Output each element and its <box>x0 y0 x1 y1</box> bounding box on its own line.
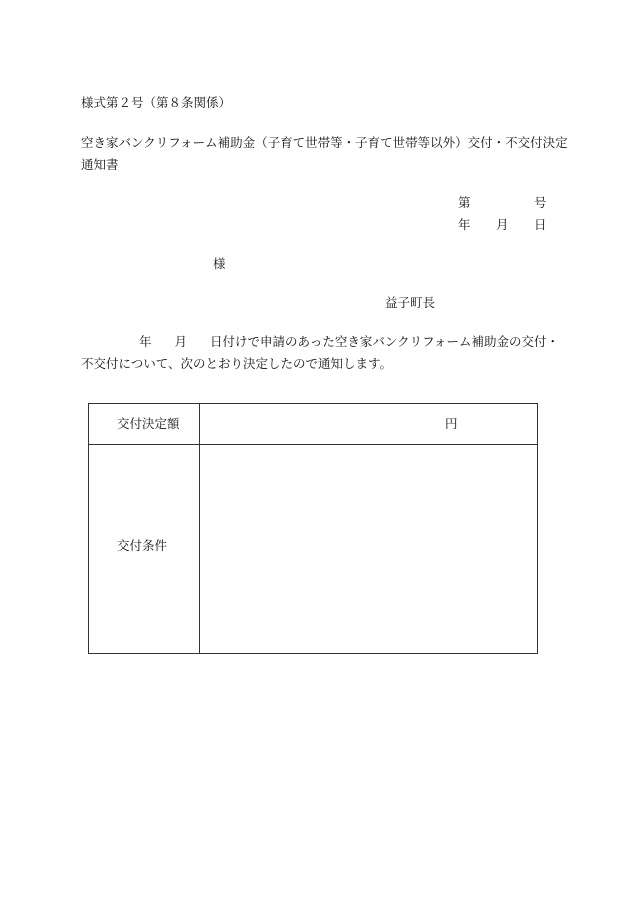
document-title-line2: 通知書 <box>81 157 119 172</box>
body-year: 年 <box>139 334 152 349</box>
form-number: 様式第２号（第８条関係） <box>81 95 232 110</box>
body-text-line1 <box>81 336 559 349</box>
issue-date-year: 年 <box>458 217 471 232</box>
body-text-line2: 不交付について、次のとおり決定したので通知します。 <box>81 356 393 371</box>
decision-table <box>88 403 538 654</box>
table-label-grant-conditions: 交付条件 <box>117 538 168 553</box>
issue-date-day: 日 <box>534 217 547 232</box>
body-month: 月 <box>174 334 188 349</box>
document-title-line1: 空き家バンクリフォーム補助金（子育て世帯等・子育て世帯等以外）交付・不交付決定 <box>81 135 568 150</box>
table-label-decision-amount: 交付決定額 <box>117 416 180 431</box>
addressee-honorific: 様 <box>213 256 226 271</box>
issue-date-month: 月 <box>496 217 509 232</box>
body-text-line1-rest: 日付けで申請のあった空き家バンクリフォーム補助金の交付・ <box>210 334 560 349</box>
document-number-suffix: 号 <box>534 195 547 210</box>
document-number-prefix: 第 <box>458 195 471 210</box>
issuer-name: 益子町長 <box>385 295 436 310</box>
table-row-divider <box>89 444 537 445</box>
table-column-divider <box>199 404 200 653</box>
table-value-yen-unit: 円 <box>445 416 458 431</box>
